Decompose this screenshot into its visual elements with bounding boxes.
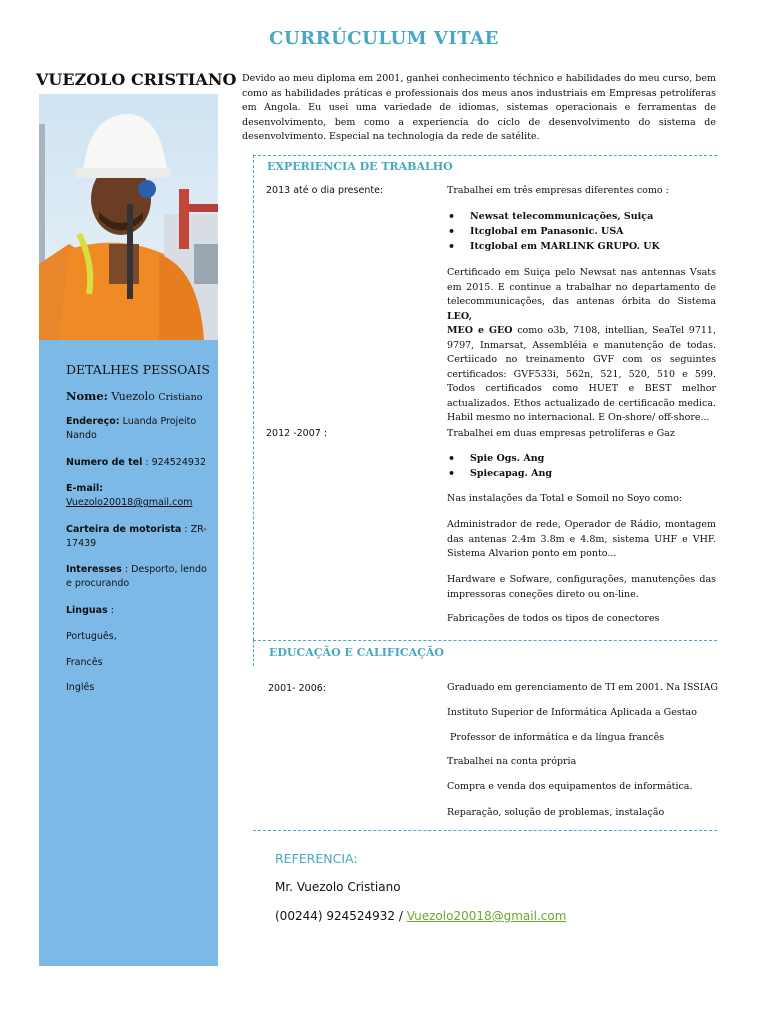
- job1-date: 2013 até o dia presente:: [266, 185, 384, 196]
- detail-interests: [66, 563, 211, 591]
- detail-name: [66, 389, 211, 405]
- document-title: CURRÚCULUM VITAE: [269, 28, 499, 49]
- reference-phone: (00244) 924524932 /: [275, 909, 407, 923]
- job1-company: • Newsat telecommunicações, Suiça: [470, 211, 653, 222]
- job2-intro: Trabalhei em duas empresas petrolíferas e Gaz: [447, 428, 675, 439]
- detail-interests-label: Interesses: [66, 564, 122, 575]
- personal-details-sidebar: [39, 340, 218, 966]
- profile-summary: Devido ao meu diploma em 2001, ganhei conhecimento téchnico e habilidades do meu curso, bem como as habilidades práticas e professionais dos meus anos industriais em Empresas petrolíferas em Angola. Eu usei uma variedade de idiomas, sistemas operacionais e ferramentas de desenvolvimento, bem como a experiencia do ciclo de desenvolvimento do sistema de desenvolvimento. Especial na technologia da rede de satélite.: [242, 73, 716, 142]
- job1-desc-part: como o3b, 7108, intellian, SeaTel 9711, 9797, Inmarsat, Assembléia e manutenção de todas. Certiicado no treinamento GVF com os seguintes certificados: GVF533i, 562n, 521, 520, 510 e 599. Todos certificados como HUET e BEST melhor actualizados. Ethos actualizado de certificacão medica. Habil mesmo no internacional. E On-shore/ off-shore...: [447, 325, 716, 423]
- detail-phone-value: : 924524932: [145, 457, 207, 468]
- detail-interests-value: : Desporto, lendo e procurando: [66, 564, 207, 589]
- detail-phone: [66, 456, 211, 470]
- detail-license: [66, 523, 211, 551]
- detail-name-label: Nome:: [66, 389, 108, 403]
- reference-name: Mr. Vuezolo Cristiano: [275, 880, 401, 894]
- language-item: Inglês: [66, 682, 95, 693]
- detail-name-first: Vuezolo: [111, 390, 155, 403]
- education-item: Graduado em gerenciamento de TI em 2001. Na ISSIAG: [447, 682, 718, 693]
- language-item: Francês: [66, 657, 103, 668]
- detail-languages-colon: :: [107, 605, 114, 616]
- section-divider: [253, 640, 717, 641]
- job2-date: 2012 -2007 :: [266, 428, 328, 439]
- education-date: 2001- 2006:: [268, 683, 327, 694]
- profile-photo: [39, 94, 218, 340]
- job2-company: • Spiecapag. Ang: [470, 468, 552, 479]
- section-divider: [253, 155, 717, 156]
- language-item: Português,: [66, 631, 117, 642]
- detail-email: [66, 482, 211, 510]
- detail-languages: [66, 604, 211, 618]
- job2-paragraph: Administrador de rede, Operador de Rádio, montagem das antenas 2.4m 3.8m e 4.8m, sistema UHF e VHF. Sistema Alvarion ponto em ponto...: [447, 519, 716, 559]
- personal-details-heading: DETALHES PESSOAIS: [66, 362, 210, 377]
- detail-phone-label: Numero de tel: [66, 457, 143, 468]
- job2-paragraph: Hardware e Sofware, configurações, manutenções das impressoras coneções direto ou on-line.: [447, 574, 716, 600]
- education-item: Professor de informática e da língua francês: [447, 732, 665, 743]
- education-item: Reparação, solução de problemas, instalação: [447, 807, 665, 818]
- job1-desc-bold: LEO,: [447, 310, 472, 322]
- education-item: Compra e venda dos equipamentos de informática.: [447, 781, 693, 792]
- education-item: Trabalhei na conta própria: [447, 756, 577, 767]
- experience-heading: EXPERIENCIA DE TRABALHO: [267, 160, 453, 173]
- job1-intro: Trabalhei em três empresas diferentes como :: [447, 185, 669, 196]
- detail-address-label: Endereço:: [66, 416, 120, 427]
- reference-heading: REFERENCIA:: [275, 851, 358, 866]
- detail-email-link[interactable]: Vuezolo20018@gmail.com: [66, 497, 193, 508]
- job1-company: • Itcglobal em MARLINK GRUPO. UK: [470, 241, 660, 252]
- job2-paragraph: Nas instalações da Total e Somoil no Soyo como:: [447, 493, 683, 504]
- candidate-name: VUEZOLO CRISTIANO: [36, 70, 237, 89]
- reference-contact: [275, 909, 566, 923]
- job1-desc-bold: MEO e GEO: [447, 325, 513, 336]
- job1-desc-part: Certificado em Suiça pelo Newsat nas antennas Vsats em 2015. E continue a trabalhar no departamento de telecommunicações, das antenas órbita do Sistema: [447, 267, 716, 307]
- job1-company: • Itcglobal em Panasonic. USA: [470, 226, 624, 237]
- detail-address-value: Luanda Projeito Nando: [66, 416, 197, 441]
- job2-company: • Spie Ogs. Ang: [470, 453, 544, 464]
- detail-name-last: Cristiano: [158, 392, 203, 403]
- section-border: [253, 640, 254, 666]
- detail-email-label: E-mail:: [66, 483, 104, 494]
- job1-description: [447, 266, 716, 426]
- detail-license-value: : ZR-17439: [66, 524, 207, 549]
- education-heading: EDUCAÇÃO E CALIFICAÇÃO: [269, 646, 445, 659]
- detail-license-label: Carteira de motorista: [66, 524, 182, 535]
- section-divider: [253, 830, 717, 831]
- section-border: [253, 155, 254, 640]
- detail-languages-label: Linguas: [66, 605, 108, 616]
- job2-paragraph: Fabricações de todos os tipos de conectores: [447, 613, 660, 624]
- reference-email-link[interactable]: Vuezolo20018@gmail.com: [406, 909, 567, 923]
- detail-address: [66, 415, 211, 443]
- education-item: Instituto Superior de Informática Aplicada a Gestao: [447, 707, 697, 718]
